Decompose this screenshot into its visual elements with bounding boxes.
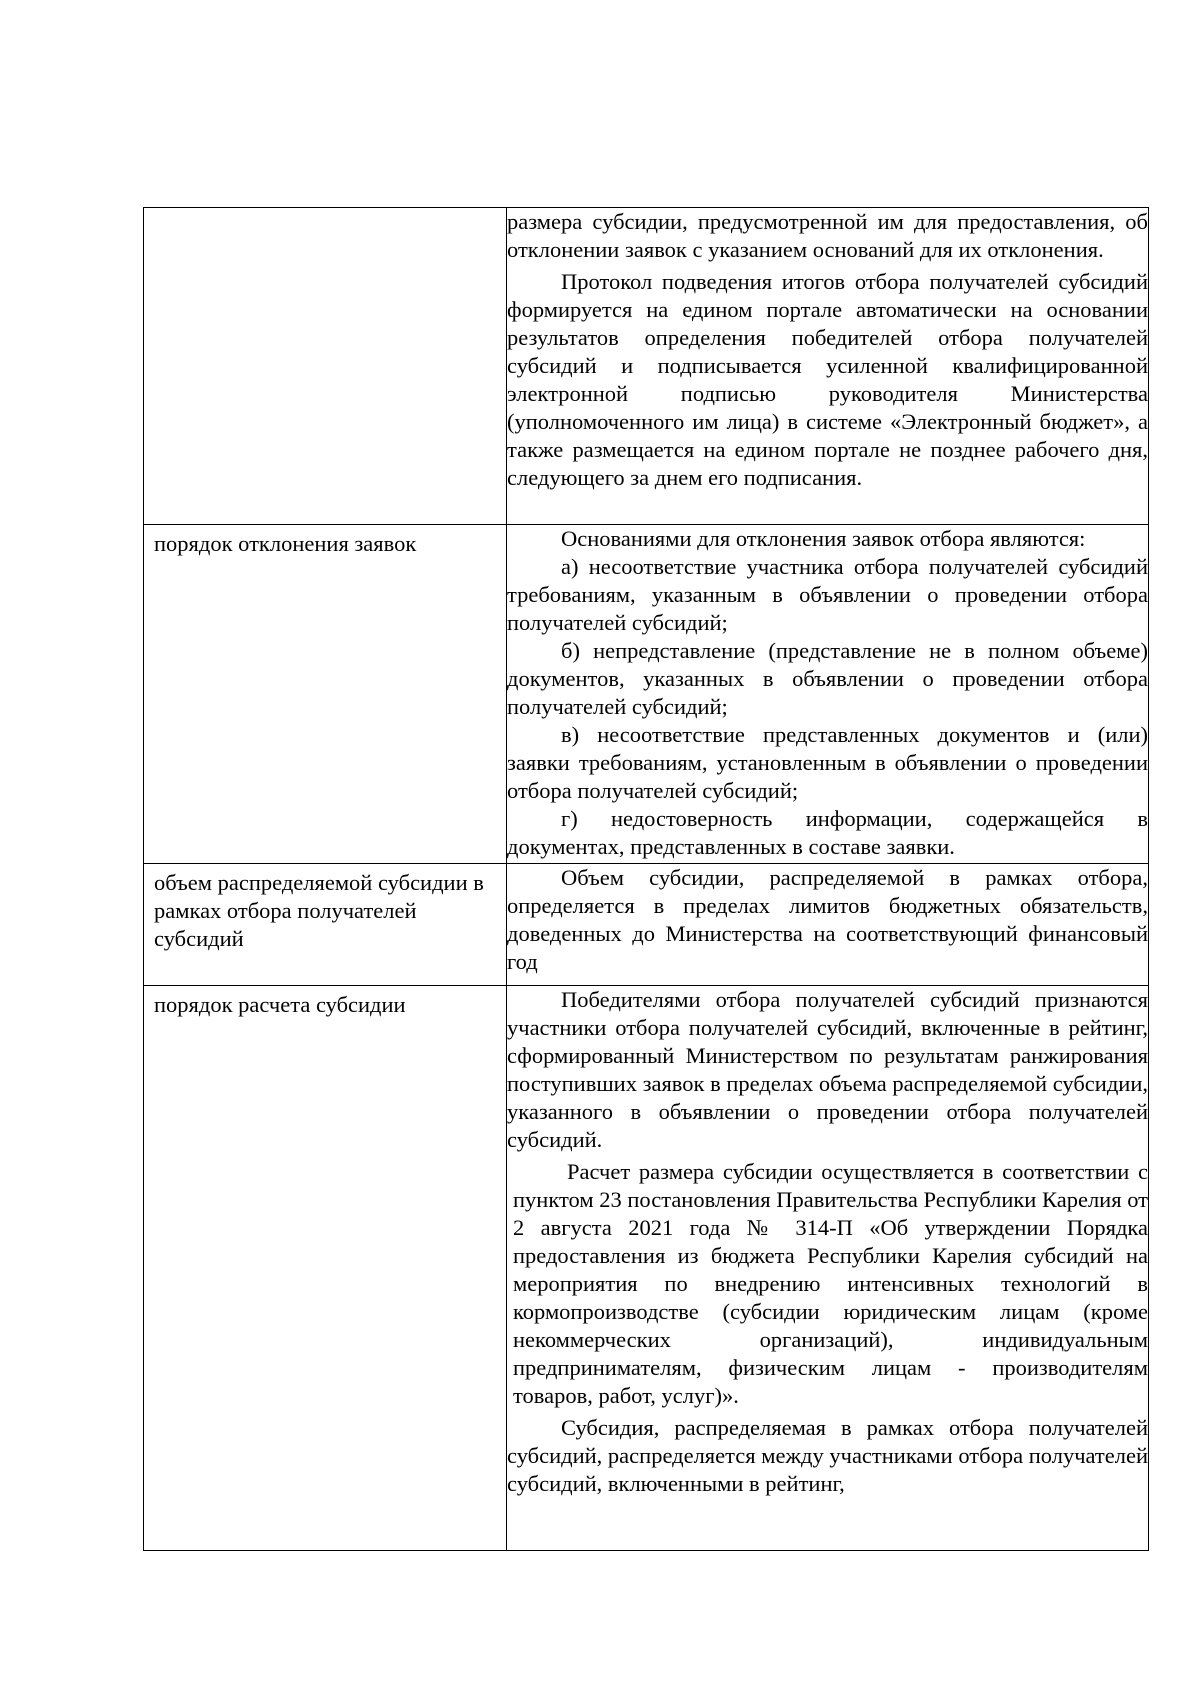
requirements-table (143, 207, 1149, 1551)
paragraph: Объем субсидии, распределяемой в рамках отбора, определяется в пределах лимитов бюджетных обязательств, доведенных до Министерства на соответствующий финансовый год (507, 865, 1148, 974)
row-content-cell (507, 208, 1149, 525)
row-label-cell (144, 208, 507, 525)
row-label-cell (144, 525, 507, 864)
row-content-cell (507, 864, 1149, 986)
table-row (144, 525, 1149, 864)
table-row (144, 864, 1149, 986)
table-row (144, 208, 1149, 525)
paragraph: а) несоответствие участника отбора получателей субсидий требованиям, указанным в объявлении о проведении отбора получателей субсидий; (507, 554, 1148, 635)
paragraph: Расчет размера субсидии осуществляется в соответствии с пунктом 23 постановления Правительства Республики Карелия от 2 августа 2021 года № 314-П «Об утверждении Порядка предоставления из бюджета Республики Карелия субсидий на мероприятия по внедрению интенсивных технологий в кормопроизводстве (субсидии юридическим лицам (кроме некоммерческих организаций), индивидуальным предпринимателям, физическим лицам - производителям товаров, работ, услуг)». (513, 1159, 1148, 1408)
paragraph: г) недостоверность информации, содержащейся в документах, представленных в составе заявки. (507, 806, 1148, 859)
paragraph: Победителями отбора получателей субсидий признаются участники отбора получателей субсидий, включенные в рейтинг, сформированный Министерством по результатам ранжирования поступивших заявок в пределах объема распределяемой субсидии, указанного в объявлении о проведении отбора получателей субсидий. (507, 987, 1148, 1152)
paragraph: размера субсидии, предусмотренной им для предоставления, об отклонении заявок с указанием оснований для их отклонения. (507, 209, 1148, 262)
row-label: объем распределяемой субсидии в рамках отбора получателей субсидий (154, 870, 484, 951)
row-content-cell (507, 525, 1149, 864)
row-label: порядок расчета субсидии (154, 992, 406, 1017)
row-label (144, 208, 506, 219)
paragraph: Протокол подведения итогов отбора получателей субсидий формируется на едином портале автоматически на основании результатов определения победителей отбора получателей субсидий и подписывается усиленной квалифицированной электронной подписью руководителя Министерства (уполномоченного им лица) в системе «Электронный бюджет», а также размещается на едином портале не позднее рабочего дня, следующего за днем его подписания. (507, 269, 1148, 490)
row-label-cell (144, 864, 507, 986)
paragraph: Основаниями для отклонения заявок отбора являются: (561, 526, 1086, 551)
paragraph: б) непредставление (представление не в полном объеме) документов, указанных в объявлении о проведении отбора получателей субсидий; (507, 638, 1148, 719)
row-label: порядок отклонения заявок (154, 531, 417, 556)
row-content-cell (507, 986, 1149, 1551)
row-label-cell (144, 986, 507, 1551)
paragraph: Субсидия, распределяемая в рамках отбора получателей субсидий, распределяется между участниками отбора получателей субсидий, включенными в рейтинг, (507, 1415, 1148, 1496)
paragraph: в) несоответствие представленных документов и (или) заявки требованиям, установленным в объявлении о проведении отбора получателей субсидий; (507, 722, 1148, 803)
table-row (144, 986, 1149, 1551)
